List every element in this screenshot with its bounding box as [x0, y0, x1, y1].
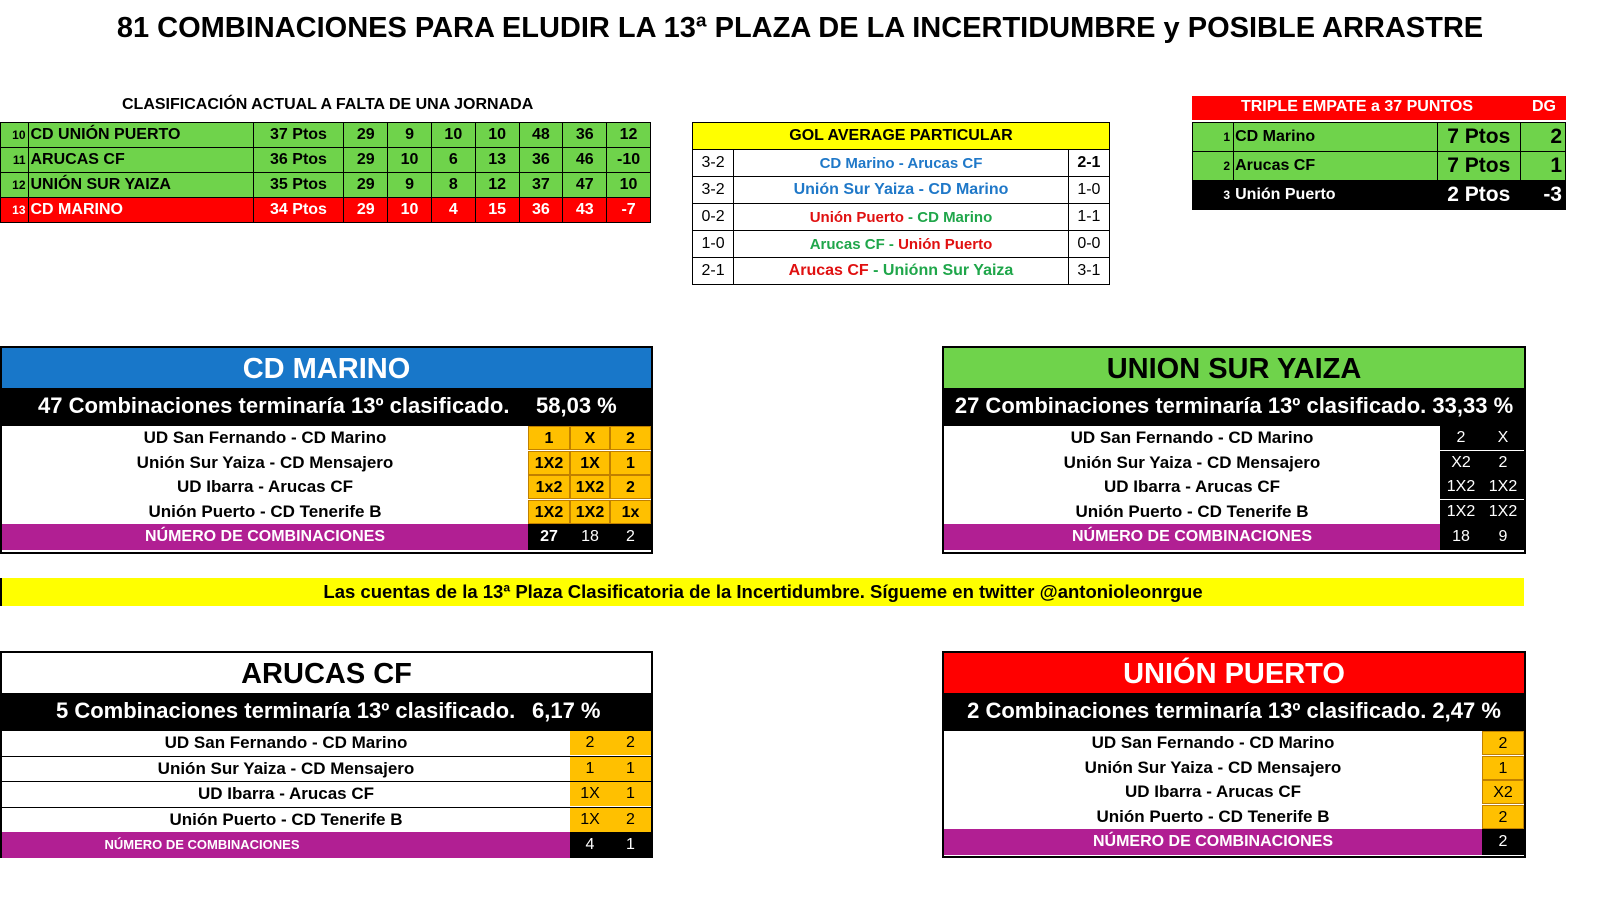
pick-cell: 1X [570, 782, 610, 806]
footer-label: NÚMERO DE COMBINACIONES [1092, 833, 1333, 850]
percentage: 58,03 % [536, 393, 617, 418]
separator: - [868, 262, 883, 279]
pick-cell: 1X2 [528, 451, 570, 475]
match-row [2, 757, 651, 783]
footer-label: NÚMERO DE COMBINACIONES [104, 837, 300, 852]
match-row [944, 756, 1524, 781]
dg-header: DG [1522, 96, 1566, 120]
panel-summary [2, 388, 651, 426]
position: 12 [1, 173, 29, 198]
match-label: Unión Sur Yaiza - CD Mensajero [1063, 452, 1321, 472]
separator: - [903, 208, 918, 226]
combinations-footer [2, 524, 651, 550]
panel-title: UNION SUR YAIZA [944, 348, 1524, 388]
triple-row [1193, 152, 1566, 181]
gol-average-row [693, 177, 1110, 204]
stat: 10 [388, 148, 432, 173]
score-left: 3-2 [693, 177, 734, 204]
stat: 36 [563, 123, 607, 148]
home-team: CD Marino [819, 154, 895, 172]
stat: 47 [563, 173, 607, 198]
combination-count: 18 [1440, 524, 1482, 550]
pick-cell: X [1482, 426, 1524, 450]
position: 13 [1, 198, 29, 223]
pick-cell: 1 [1482, 756, 1524, 780]
position: 1 [1193, 123, 1234, 152]
stat: 6 [431, 148, 475, 173]
panel-summary: 2 Combinaciones terminaría 13º clasificado. 2,47 % [944, 693, 1524, 731]
match-label: Unión Sur Yaiza - CD Mensajero [1084, 757, 1342, 777]
stat: -10 [607, 148, 651, 173]
goal-difference: 1 [1520, 152, 1565, 181]
match-row [944, 731, 1524, 756]
pick-cell: 2 [570, 731, 610, 755]
away-team: CD Marino [928, 181, 1009, 198]
pick-cell: 1x [610, 500, 651, 524]
stat: 12 [475, 173, 519, 198]
away-team: Arucas CF [907, 154, 983, 172]
home-team: Arucas CF [809, 235, 885, 253]
match-label: Unión Sur Yaiza - CD Mensajero [157, 758, 415, 778]
panel-summary [2, 693, 651, 731]
gol-average-row [693, 231, 1110, 258]
pick-cell: 1x2 [528, 475, 570, 499]
team-name: Arucas CF [1234, 152, 1438, 181]
points: 7 Ptos [1437, 152, 1520, 181]
team-name: CD Marino [1234, 123, 1438, 152]
match-label: Unión Puerto - CD Tenerife B [1096, 806, 1330, 826]
team-name: CD UNIÓN PUERTO [28, 123, 253, 148]
standings-row [1, 148, 651, 173]
pick-cell: 2 [1482, 805, 1524, 829]
pick-cell: 1X2 [1482, 475, 1524, 499]
combinations-footer [2, 832, 651, 858]
match-label: Unión Puerto - CD Tenerife B [148, 501, 382, 521]
match-label: UD San Fernando - CD Marino [1070, 428, 1314, 447]
gol-average-row [693, 204, 1110, 231]
match-row [2, 731, 651, 757]
score-right: 1-1 [1068, 204, 1109, 231]
puerto-panel [942, 651, 1526, 858]
match-label: UD Ibarra - Arucas CF [197, 784, 375, 803]
triple-table [1192, 122, 1566, 210]
summary-text: 5 Combinaciones terminaría 13º clasificado. [56, 698, 516, 723]
stat: 8 [431, 173, 475, 198]
twitter-banner: Las cuentas de la 13ª Plaza Clasificatoria de la Incertidumbre. Sígueme en twitter @antonioleonrgue [0, 578, 1524, 606]
match-row [944, 780, 1524, 805]
points: 2 Ptos [1437, 181, 1520, 210]
arucas-panel [0, 651, 653, 858]
stat: 4 [431, 198, 475, 223]
score-right: 0-0 [1068, 231, 1109, 258]
triple-row [1193, 123, 1566, 152]
match-label: Unión Puerto - CD Tenerife B [169, 809, 403, 829]
match-row [2, 475, 651, 500]
percentage: 6,17 % [532, 698, 601, 723]
standings-row [1, 173, 651, 198]
stat: 10 [475, 123, 519, 148]
match-label: UD San Fernando - CD Marino [1091, 733, 1335, 752]
score-right: 1-0 [1068, 177, 1109, 204]
combination-count: 9 [1482, 524, 1524, 550]
yaiza-panel [942, 346, 1526, 554]
combinations-footer [944, 829, 1524, 855]
fixture [734, 258, 1069, 285]
position: 2 [1193, 152, 1234, 181]
separator: - [914, 181, 929, 198]
stat: 29 [344, 123, 388, 148]
triple-header: TRIPLE EMPATE a 37 PUNTOS [1192, 96, 1522, 120]
stat: 15 [475, 198, 519, 223]
standings-row [1, 198, 651, 223]
pick-cell: 2 [610, 475, 651, 499]
stat: 37 [519, 173, 563, 198]
team-name: UNIÓN SUR YAIZA [28, 173, 253, 198]
score-left: 0-2 [693, 204, 734, 231]
score-right: 3-1 [1068, 258, 1109, 285]
home-team: Unión Puerto [809, 208, 904, 226]
pick-cell: 2 [610, 426, 651, 450]
score-left: 3-2 [693, 150, 734, 177]
goal-difference: -3 [1520, 181, 1565, 210]
pick-cell: X2 [1440, 451, 1482, 475]
match-row [2, 426, 651, 451]
pick-cell: 1X2 [570, 475, 610, 499]
stat: 48 [519, 123, 563, 148]
panel-title: ARUCAS CF [2, 653, 651, 693]
points: 37 Ptos [253, 123, 344, 148]
away-team: Unión Puerto [898, 235, 993, 253]
pick-cell: 1 [528, 426, 570, 450]
marino-panel [0, 346, 653, 554]
fixture [734, 150, 1069, 177]
separator: - [894, 154, 908, 172]
stat: 29 [344, 198, 388, 223]
combination-count: 1 [610, 832, 651, 858]
stat: 9 [388, 173, 432, 198]
pick-cell: 1 [570, 757, 610, 781]
position: 3 [1193, 181, 1234, 210]
triple-row [1193, 181, 1566, 210]
pick-cell: 1 [610, 782, 651, 806]
points: 36 Ptos [253, 148, 344, 173]
home-team: Unión Sur Yaiza [793, 181, 915, 198]
summary-text: 47 Combinaciones terminaría 13º clasificado. [38, 393, 510, 418]
match-row [2, 782, 651, 808]
match-label: UD Ibarra - Arucas CF [176, 477, 354, 496]
match-row [944, 500, 1524, 525]
pick-cell: 1 [610, 757, 651, 781]
fixture [734, 231, 1069, 258]
pick-cell: 1 [610, 451, 651, 475]
stat: 36 [519, 148, 563, 173]
match-row [2, 808, 651, 833]
stat: 10 [431, 123, 475, 148]
match-row [944, 475, 1524, 500]
match-row [944, 426, 1524, 451]
combination-count: 2 [610, 524, 651, 550]
score-right: 2-1 [1068, 150, 1109, 177]
separator: - [884, 235, 899, 253]
stat: 10 [388, 198, 432, 223]
score-left: 2-1 [693, 258, 734, 285]
away-team: Uniónn Sur Yaiza [882, 262, 1014, 279]
match-label: UD San Fernando - CD Marino [143, 428, 387, 447]
pick-cell: 1X [570, 808, 610, 832]
pick-cell: 1X [570, 451, 610, 475]
stat: 36 [519, 198, 563, 223]
gol-average-header: GOL AVERAGE PARTICULAR [693, 123, 1110, 150]
pick-cell: 2 [610, 808, 651, 832]
match-row [944, 451, 1524, 476]
stat: 43 [563, 198, 607, 223]
away-team: CD Marino [917, 208, 993, 226]
combination-count: 2 [1482, 829, 1524, 855]
match-row [2, 451, 651, 476]
team-name: CD MARINO [28, 198, 253, 223]
points: 7 Ptos [1437, 123, 1520, 152]
pick-cell: 1X2 [1440, 500, 1482, 524]
team-name: Unión Puerto [1234, 181, 1438, 210]
combinations-footer [944, 524, 1524, 550]
panel-title: CD MARINO [2, 348, 651, 388]
pick-cell: 1X2 [1482, 500, 1524, 524]
pick-cell: 2 [1482, 451, 1524, 475]
pick-cell: 2 [1482, 731, 1524, 755]
footer-label: NÚMERO DE COMBINACIONES [144, 528, 385, 545]
position: 11 [1, 148, 29, 173]
pick-cell: 2 [1440, 426, 1482, 450]
page-title: 81 COMBINACIONES PARA ELUDIR LA 13ª PLAZA DE LA INCERTIDUMBRE y POSIBLE ARRASTRE [116, 12, 1484, 44]
fixture [734, 204, 1069, 231]
gol-average-table [692, 122, 1110, 285]
match-label: Unión Puerto - CD Tenerife B [1075, 501, 1309, 521]
combination-count: 4 [570, 832, 610, 858]
position: 10 [1, 123, 29, 148]
points: 34 Ptos [253, 198, 344, 223]
stat: 29 [344, 148, 388, 173]
score-left: 1-0 [693, 231, 734, 258]
pick-cell: X [570, 426, 610, 450]
points: 35 Ptos [253, 173, 344, 198]
fixture [734, 177, 1069, 204]
match-row [944, 805, 1524, 830]
home-team: Arucas CF [788, 262, 869, 279]
pick-cell: 1X2 [570, 500, 610, 524]
pick-cell: 1X2 [1440, 475, 1482, 499]
match-label: UD San Fernando - CD Marino [164, 733, 408, 752]
footer-label: NÚMERO DE COMBINACIONES [1071, 528, 1312, 545]
combination-count: 18 [570, 524, 610, 550]
match-label: Unión Sur Yaiza - CD Mensajero [136, 452, 394, 472]
pick-cell: X2 [1482, 780, 1524, 804]
pick-cell: 1X2 [528, 500, 570, 524]
standings-table [0, 122, 651, 223]
standings-row [1, 123, 651, 148]
match-label: UD Ibarra - Arucas CF [1124, 782, 1302, 801]
panel-title: UNIÓN PUERTO [944, 653, 1524, 693]
match-row [2, 500, 651, 525]
stat: 29 [344, 173, 388, 198]
stat: 10 [607, 173, 651, 198]
combination-count: 27 [528, 524, 570, 550]
goal-difference: 2 [1520, 123, 1565, 152]
standings-caption: CLASIFICACIÓN ACTUAL A FALTA DE UNA JORNADA [122, 96, 534, 113]
stat: 46 [563, 148, 607, 173]
stat: -7 [607, 198, 651, 223]
team-name: ARUCAS CF [28, 148, 253, 173]
gol-average-row [693, 258, 1110, 285]
stat: 13 [475, 148, 519, 173]
pick-cell: 2 [610, 731, 651, 755]
stat: 12 [607, 123, 651, 148]
gol-average-row [693, 150, 1110, 177]
match-label: UD Ibarra - Arucas CF [1103, 477, 1281, 496]
stat: 9 [388, 123, 432, 148]
panel-summary: 27 Combinaciones terminaría 13º clasificado. 33,33 % [944, 388, 1524, 426]
